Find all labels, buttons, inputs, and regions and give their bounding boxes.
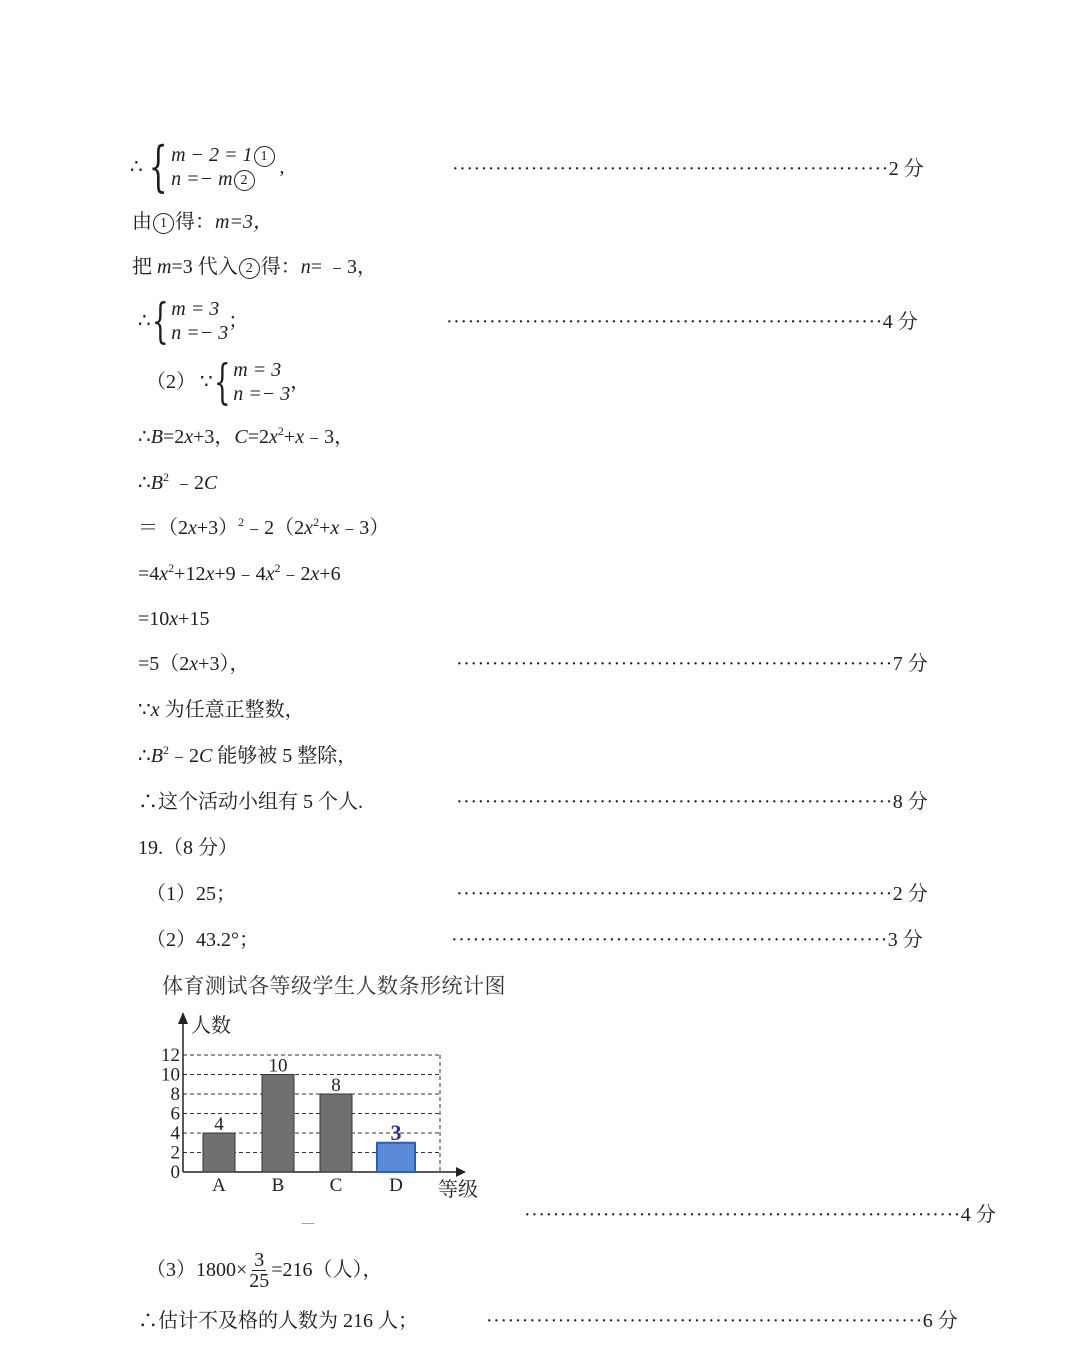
- score-4-points-a: ·····························································4 分: [446, 311, 918, 333]
- circled-number-2: 2: [234, 170, 255, 191]
- y-tick-label: 10: [161, 1064, 180, 1086]
- x-tick-label: D: [389, 1175, 403, 1196]
- circled-number-2: 2: [239, 258, 260, 279]
- dash-mark: —: [302, 1215, 314, 1229]
- score-6-points: ·····························································6 分: [486, 1310, 958, 1332]
- circled-number-1: 1: [153, 213, 174, 234]
- step-substitute: 把 m=3 代入 2 得：n= ﹣3，: [132, 256, 378, 278]
- system-row-2: n =− 3: [233, 383, 291, 405]
- question-19-heading: 19.（8 分）: [138, 837, 238, 859]
- x-axis-arrow: [456, 1167, 466, 1177]
- bar-value-label: 4: [214, 1114, 224, 1135]
- step-factor: =5（2x+3），: [138, 653, 250, 675]
- x-tick-label: A: [212, 1175, 226, 1196]
- y-tick-label: 0: [170, 1162, 180, 1183]
- score-4-points-b: ·····························································4 分: [524, 1204, 996, 1226]
- equation-system-2: ∴ { m = 3 n =− 3 ；: [138, 293, 249, 349]
- x-tick-label: B: [271, 1175, 285, 1196]
- system-row-1: m = 3: [233, 359, 282, 381]
- score-8-points: ·····························································8 分: [456, 791, 928, 813]
- bar-A: [203, 1133, 235, 1172]
- score-2-points-a: ·····························································2 分: [452, 158, 924, 180]
- step-simplify: =10x+15: [138, 608, 210, 630]
- fraction: $\frac{3}{25}$: [249, 1248, 270, 1292]
- y-tick-label: 4: [170, 1123, 180, 1144]
- comma: ,: [279, 156, 285, 178]
- step-x-integer: ∵x 为任意正整数，: [138, 699, 305, 721]
- left-brace: {: [151, 293, 169, 349]
- y-axis-label: 人数: [191, 1015, 231, 1037]
- left-brace: {: [148, 135, 168, 198]
- system-row-2: n =− m 2: [171, 167, 275, 191]
- bar-value-label: 3: [390, 1119, 402, 1145]
- score-3-points: ·····························································3 分: [451, 929, 923, 951]
- y-tick-label: 8: [170, 1084, 180, 1105]
- system-row-1: m = 3: [171, 298, 220, 320]
- left-brace: {: [213, 354, 231, 410]
- question-19-part-3: （3）1800× $\frac{3}{25}$ =216（人），: [146, 1248, 383, 1292]
- bar-B: [262, 1075, 294, 1173]
- y-tick-label: 6: [170, 1103, 180, 1125]
- bar-D: [377, 1143, 415, 1172]
- question-19-part-1: （1）25；: [146, 883, 236, 905]
- bar-value-label: 10: [268, 1055, 288, 1077]
- part-label: （2）: [146, 371, 196, 393]
- y-tick-label: 12: [161, 1045, 180, 1066]
- bar-chart: [150, 1000, 510, 1210]
- because-symbol: ∵: [200, 371, 213, 393]
- score-2-points-b: ·····························································2 分: [456, 883, 928, 905]
- system-row-2: n =− 3: [171, 322, 229, 344]
- x-tick-label: C: [329, 1175, 343, 1196]
- circled-number-1: 1: [254, 146, 275, 167]
- step-expression: $\therefore B^2$ ﹣2C: [138, 470, 218, 494]
- conclusion-group: ∴这个活动小组有 5 个人.: [138, 791, 363, 813]
- step-expand-1: $=(2x+3)^2﹣2(2x^2+x﹣3)$: [138, 515, 390, 539]
- bar-value-label: 8: [331, 1075, 341, 1096]
- therefore-symbol: ∴: [130, 156, 143, 178]
- question-19-part-2: （2）43.2°；: [146, 929, 259, 951]
- equation-system-1: [130, 135, 285, 198]
- x-axis-label: 等级: [438, 1179, 478, 1201]
- step-divisible: $\therefore B^2﹣2C$ 能够被 5 整除，: [138, 743, 358, 767]
- score-7-points: ·····························································7 分: [456, 653, 928, 675]
- step-expand-2: $=4x^2+12x+9﹣4x^2﹣2x+6$: [138, 561, 341, 585]
- therefore-symbol: ∴: [138, 310, 151, 332]
- bar-C: [320, 1094, 352, 1172]
- part-2-premise: （2） ∵ { m = 3 n =− 3 ，: [146, 354, 311, 410]
- system-row-1: m − 2 = 1 1: [171, 143, 275, 167]
- y-tick-label: 2: [170, 1142, 180, 1164]
- chart-title: 体育测试各等级学生人数条形统计图: [162, 974, 506, 998]
- step-from-eq1: 由 1 得：m=3，: [132, 211, 273, 233]
- conclusion-estimate: ∴估计不及格的人数为 216 人；: [138, 1310, 418, 1332]
- y-axis-arrow: [178, 1012, 188, 1024]
- step-b-c-values: ∴B=2x+3，$C=2x^2+x﹣3$，: [138, 424, 355, 448]
